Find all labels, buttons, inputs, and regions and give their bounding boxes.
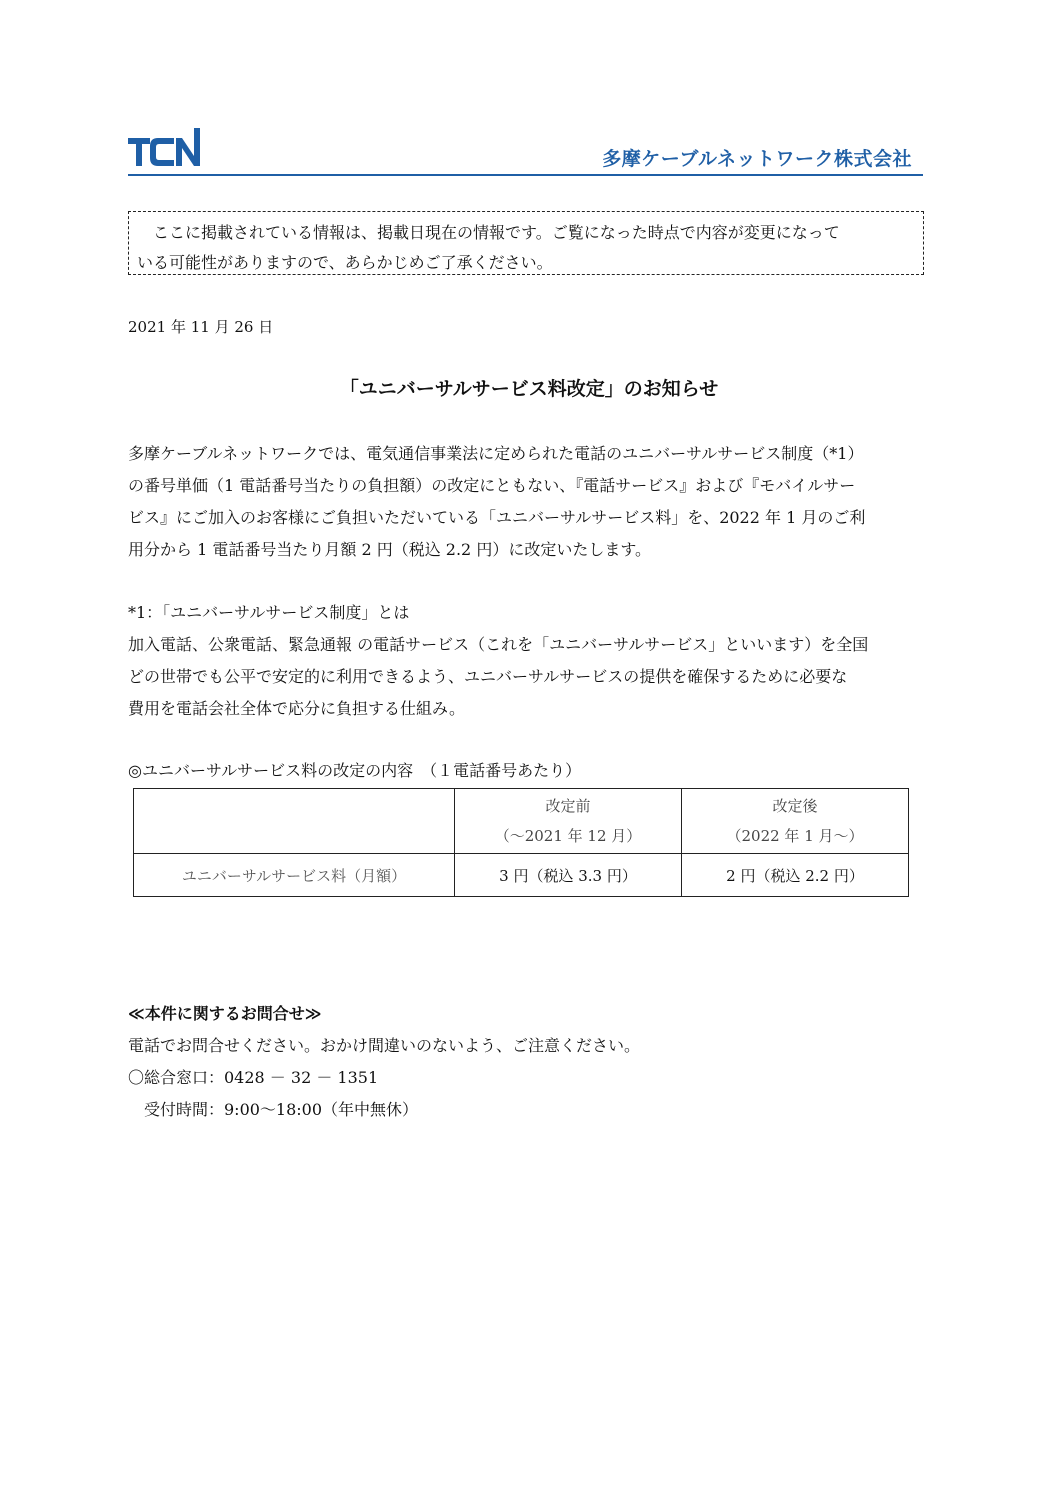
contact-hours: 受付時間：9:00～18:00（年中無休） — [144, 1100, 419, 1119]
body-line: ビス』にご加入のお客様にご負担いただいている「ユニバーサルサービス料」を、2022 年 1 月のご利 — [128, 508, 866, 527]
tcn-logo-mark — [128, 128, 202, 168]
after-header-cell — [682, 789, 909, 854]
publish-date: 2021 年 11 月 26 日 — [128, 318, 274, 336]
header-divider — [128, 174, 923, 176]
table-corner-cell — [134, 789, 455, 854]
body-line: 多摩ケーブルネットワークでは、電気通信事業法に定められた電話のユニバーサルサービス制度（*1） — [128, 444, 864, 463]
company-name: 多摩ケーブルネットワーク株式会社 — [602, 148, 912, 170]
disclaimer-line-1: ここに掲載されている情報は、掲載日現在の情報です。ご覧になった時点で内容が変更になって — [153, 223, 840, 242]
footnote-line: どの世帯でも公平で安定的に利用できるよう、ユニバーサルサービスの提供を確保するために必要な — [128, 667, 848, 686]
fee-table — [133, 788, 909, 897]
contact-line: 電話でお問合せください。おかけ間違いのないよう、ご注意ください。 — [128, 1036, 641, 1055]
table-row — [134, 854, 909, 897]
after-value: 2 円（税込 2.2 円） — [682, 854, 909, 897]
after-title: 改定後 — [772, 797, 818, 815]
page-title: 「ユニバーサルサービス料改定」のお知らせ — [339, 378, 719, 400]
footnote-line: 費用を電話会社全体で応分に負担する仕組み。 — [128, 699, 465, 718]
before-header-cell — [455, 789, 682, 854]
footnote-heading: *1：「ユニバーサルサービス制度」とは — [128, 603, 410, 622]
before-period: （～2021 年 12 月） — [494, 827, 642, 845]
footnote-line: 加入電話、公衆電話、緊急通報 の電話サービス（これを「ユニバーサルサービス」といいます）を全国 — [128, 635, 869, 654]
before-title: 改定前 — [545, 797, 591, 815]
body-line: 用分から 1 電話番号当たり月額 2 円（税込 2.2 円）に改定いたします。 — [128, 540, 652, 559]
footnote-definition — [128, 597, 933, 725]
contact-section — [128, 998, 640, 1126]
body-line: の番号単価（1 電話番号当たりの負担額）の改定にともない、『電話サービス』および『モバイルサー — [128, 476, 856, 495]
contact-phone: 〇総合窓口：0428 － 32 － 1351 — [128, 1068, 379, 1087]
table-header-row — [134, 789, 909, 854]
disclaimer-line-2: いる可能性がありますので、あらかじめご了承ください。 — [137, 253, 553, 272]
before-value: 3 円（税込 3.3 円） — [455, 854, 682, 897]
tcn-logo — [128, 128, 202, 168]
contact-heading: ≪本件に関するお問合せ≫ — [128, 1004, 322, 1023]
disclaimer-box — [128, 211, 924, 275]
after-period: （2022 年 1 月～） — [726, 827, 864, 845]
announcement-body — [128, 438, 933, 566]
table-caption: ◎ユニバーサルサービス料の改定の内容 （１電話番号あたり） — [128, 761, 582, 780]
row-label: ユニバーサルサービス料（月額） — [134, 854, 455, 897]
